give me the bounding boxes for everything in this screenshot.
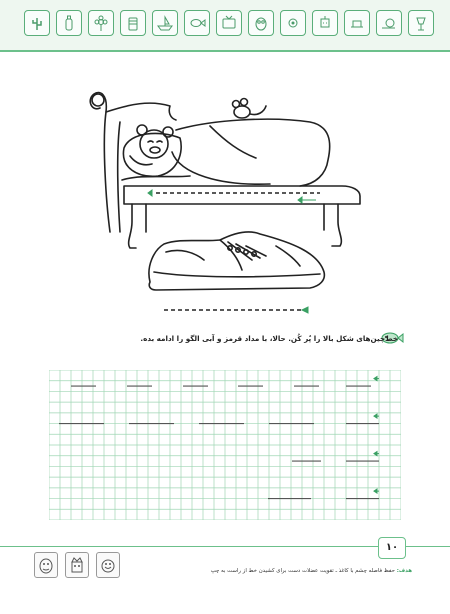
- bed-and-shoe-illustration: [80, 82, 370, 314]
- exercise-instruction: خط‌چین‌های شکل بالا را پُر کُن. حالا، با مداد قرمز و آبی الگو را ادامه بده.: [140, 334, 398, 343]
- robot-icon: [312, 10, 338, 36]
- start-arrow: [374, 414, 379, 418]
- grid-lines: [49, 370, 401, 520]
- footer-icon-strip: [34, 552, 120, 578]
- goal-label: هدف:: [396, 568, 412, 574]
- header-icon-strip: [24, 10, 434, 36]
- boat-icon: [152, 10, 178, 36]
- start-arrow: [374, 489, 379, 493]
- footer-goal-text: [150, 568, 412, 574]
- page-number: ۱۰: [378, 537, 406, 559]
- smile-face-icon: [96, 552, 120, 578]
- flower-icon: [88, 10, 114, 36]
- start-arrow: [374, 452, 379, 456]
- crown-face-icon: [65, 552, 89, 578]
- hat-icon: [344, 10, 370, 36]
- cactus-icon: [24, 10, 50, 36]
- sunflower-icon: [280, 10, 306, 36]
- owl-icon: [248, 10, 274, 36]
- snail-icon: [376, 10, 402, 36]
- goal-description: حفظ فاصله چشم با کاغذ ـ تقویت عضلات دست برای کشیدن خط از راست به چپ: [210, 568, 395, 574]
- face-icon: [34, 552, 58, 578]
- tv-icon: [216, 10, 242, 36]
- start-arrow: [374, 377, 379, 381]
- header-band: [0, 0, 450, 52]
- jar-icon: [120, 10, 146, 36]
- tracing-grid: [49, 370, 401, 520]
- grid-pattern-lines: [59, 386, 379, 498]
- bottle-icon: [56, 10, 82, 36]
- lamp-icon: [408, 10, 434, 36]
- fish-icon: [184, 10, 210, 36]
- grid-start-arrows: [374, 377, 379, 493]
